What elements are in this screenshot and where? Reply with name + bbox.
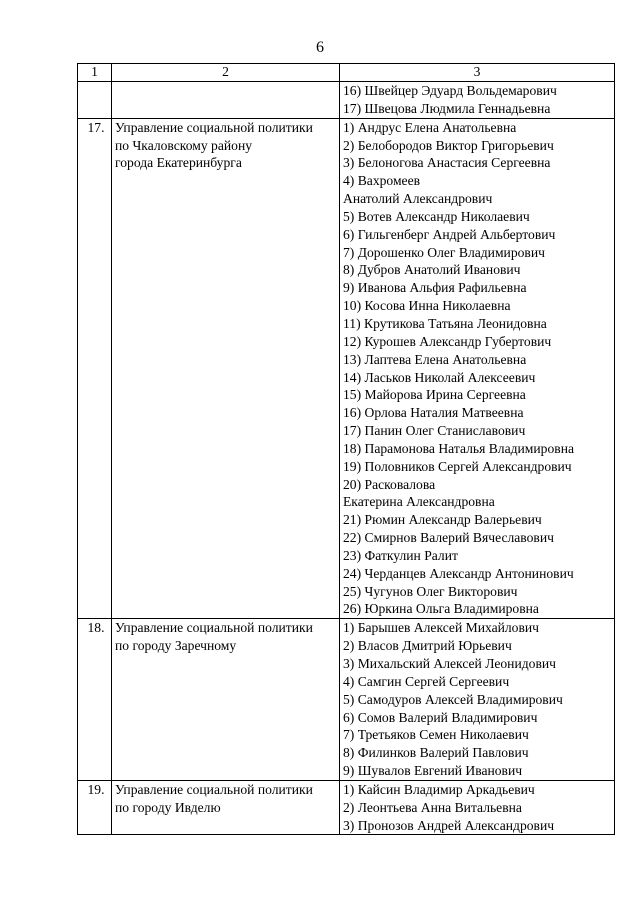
header-col-names: 3 [340, 64, 615, 82]
person-name: 3) Пронозов Андрей Александрович [343, 817, 555, 833]
header-col-number: 1 [78, 64, 112, 82]
organization-cell [112, 118, 340, 619]
organization-line: Управление социальной политики [115, 620, 313, 636]
person-name: 8) Дубров Анатолий Иванович [343, 262, 521, 278]
person-name: 26) Юркина Ольга Владимировна [343, 601, 539, 617]
person-name: 25) Чугунов Олег Викторович [343, 583, 518, 599]
table-row [78, 780, 615, 835]
person-name: 3) Михальский Алексей Леонидович [343, 656, 556, 671]
person-name: 23) Фаткулин Ралит [343, 547, 458, 563]
organization-cell [112, 780, 340, 835]
table-header-row [78, 64, 615, 82]
person-name: 9) Шувалов Евгений Иванович [343, 763, 523, 779]
names-cell [340, 619, 615, 781]
person-name: 17) Швецова Людмила Геннадьевна [343, 100, 551, 116]
page-number: 6 [316, 39, 324, 56]
personnel-table [77, 63, 615, 835]
person-name: 12) Курошев Александр Губертович [343, 333, 552, 349]
person-name: 14) Ласьков Николай Алексеевич [343, 369, 536, 385]
person-name: 7) Дорошенко Олег Владимирович [343, 244, 545, 260]
person-name: 1) Кайсин Владимир Аркадьевич [343, 781, 535, 797]
person-name: 2) Власов Дмитрий Юрьевич [343, 638, 512, 654]
person-name: 2) Леонтьева Анна Витальевна [343, 799, 522, 815]
row-number: 19. [78, 780, 112, 835]
person-name: 5) Самодуров Алексей Владимирович [343, 691, 563, 707]
person-name: 11) Крутикова Татьяна Леонидовна [343, 315, 547, 331]
organization-line: Управление социальной политики [115, 119, 313, 135]
person-name: Анатолий Александрович [343, 191, 493, 207]
person-name: 8) Филинков Валерий Павлович [343, 745, 529, 761]
person-name: 6) Сомов Валерий Владимирович [343, 709, 538, 725]
organization-cell [112, 82, 340, 119]
person-name: 1) Барышев Алексей Михайлович [343, 620, 540, 636]
person-name: 13) Лаптева Елена Анатольевна [343, 351, 527, 367]
organization-cell [112, 619, 340, 781]
person-name: 6) Гильгенберг Андрей Альбертович [343, 226, 556, 242]
person-name: 4) Вахромеев [343, 173, 421, 189]
table-row [78, 118, 615, 619]
person-name: 20) Расковалова [343, 476, 436, 492]
person-name: Екатерина Александровна [343, 494, 495, 510]
person-name: 3) Белоногова Анастасия Сергеевна [343, 155, 551, 171]
person-name: 10) Косова Инна Николаевна [343, 298, 511, 314]
table-row [78, 82, 615, 119]
table-row [78, 619, 615, 781]
person-name: 22) Смирнов Валерий Вячеславович [343, 530, 554, 546]
organization-line: по Чкаловскому району [115, 137, 253, 153]
person-name: 24) Черданцев Александр Антонинович [343, 565, 574, 581]
person-name: 21) Рюмин Александр Валерьевич [343, 512, 542, 528]
person-name: 16) Орлова Наталия Матвеевна [343, 405, 524, 421]
person-name: 9) Иванова Альфия Рафильевна [343, 280, 527, 296]
person-name: 2) Белобородов Виктор Григорьевич [343, 137, 554, 153]
row-number: 17. [78, 118, 112, 619]
organization-line: Управление социальной политики [115, 781, 313, 797]
person-name: 4) Самгин Сергей Сергеевич [343, 673, 510, 689]
person-name: 16) Швейцер Эдуард Вольдемарович [343, 83, 557, 98]
person-name: 5) Вотев Александр Николаевич [343, 208, 530, 224]
person-name: 15) Майорова Ирина Сергеевна [343, 387, 526, 403]
names-cell [340, 82, 615, 119]
header-col-organization: 2 [112, 64, 340, 82]
names-cell [340, 118, 615, 619]
person-name: 19) Половников Сергей Александрович [343, 458, 572, 474]
organization-line: по городу Заречному [115, 638, 237, 654]
person-name: 7) Третьяков Семен Николаевич [343, 727, 529, 743]
row-number [78, 82, 112, 119]
organization-line: по городу Ивделю [115, 799, 221, 815]
person-name: 1) Андрус Елена Анатольевна [343, 119, 517, 135]
row-number: 18. [78, 619, 112, 781]
person-name: 17) Панин Олег Станиславович [343, 423, 526, 439]
person-name: 18) Парамонова Наталья Владимировна [343, 440, 575, 456]
names-cell [340, 780, 615, 835]
organization-line: города Екатеринбурга [115, 155, 242, 171]
